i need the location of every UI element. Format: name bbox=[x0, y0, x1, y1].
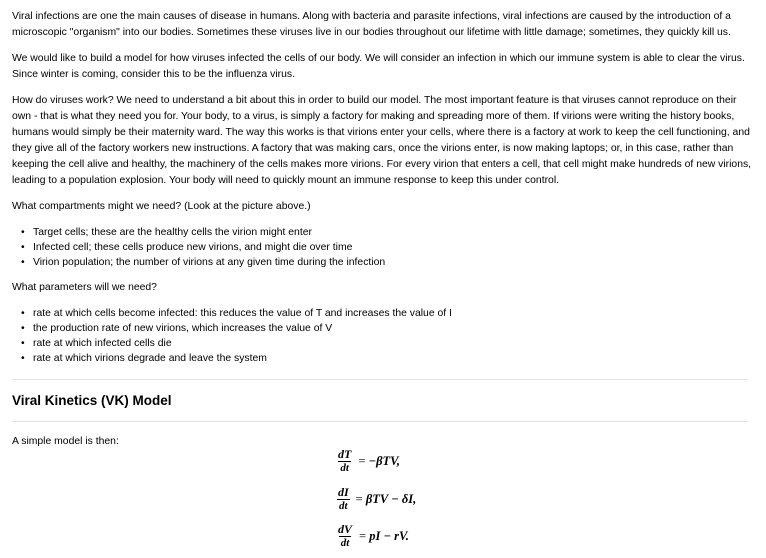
list-item: • rate at which infected cells die bbox=[21, 338, 172, 349]
equation-dI: $\frac{dI}{dt}$ = βTV − δI, bbox=[338, 485, 417, 512]
model-intro-paragraph: A simple model is then: bbox=[12, 436, 119, 447]
how-viruses-work-paragraph: How do viruses work? We need to understand a bit about this in order to build our model. The most important feature is that viruses cannot reproduce on their own - that is what they need you for. Your body, to a virus, is simply a factory for making and spreading more of them. If virions were writing the history books, humans would simply be their maternity ward. The way this works is that virions enter your cells, where there is a factory at work to keep the cell functioning, and they give all of the factory workers new instructions. A factory that was making cars, once the virions enter, is now making laptops; or, in this case, rather than keeping the cell alive and healthy, the machinery of the cells makes more virions. For every virion that enters a cell, that cell might make hundreds of new virions, leading to a population explosion. Your body will need to quickly mount an immune response to keep this under control. bbox=[12, 95, 752, 186]
equation-dV: $\frac{dV}{dt}$ = pI − rV. bbox=[338, 522, 409, 549]
derivative-fraction: $\frac{dV}{dt}$ bbox=[338, 522, 353, 549]
document-content bbox=[12, 0, 752, 450]
section-heading: Viral Kinetics (VK) Model bbox=[12, 393, 172, 408]
bullet-icon: • bbox=[21, 353, 25, 364]
list-item: • Infected cell; these cells produce new virions, and might die over time bbox=[21, 242, 353, 253]
parameters-question: What parameters will we need? bbox=[12, 282, 157, 293]
model-goal-paragraph: We would like to build a model for how viruses infected the cells of our body. We will consider an infection in which our immune system is able to clear the virus. Since winter is coming, consider this to be the influenza virus. bbox=[12, 53, 745, 80]
bullet-icon: • bbox=[21, 338, 25, 349]
list-item: • Target cells; these are the healthy cells the virion might enter bbox=[21, 227, 312, 238]
list-item: • rate at which cells become infected: this reduces the value of T and increases the value of I bbox=[21, 308, 452, 319]
derivative-fraction: $\frac{dT}{dt}$ bbox=[338, 447, 352, 474]
intro-paragraph: Viral infections are one the main causes of disease in humans. Along with bacteria and parasite infections, viral infections are caused by the introduction of a microscopic "organism" into our bodies. Sometimes these viruses live in our bodies throughout our lifetime with little damage; sometimes, they quickly kill us. bbox=[12, 11, 731, 38]
compartments-list bbox=[12, 225, 752, 270]
derivative-fraction: $\frac{dI}{dt}$ bbox=[338, 485, 349, 512]
section-divider bbox=[12, 421, 748, 422]
equation-dT: $\frac{dT}{dt}$ = −βTV, bbox=[338, 447, 400, 474]
list-item: • rate at which virions degrade and leave the system bbox=[21, 353, 267, 364]
bullet-icon: • bbox=[21, 323, 25, 334]
parameters-list bbox=[12, 306, 752, 366]
bullet-icon: • bbox=[21, 308, 25, 319]
list-item: • Virion population; the number of virions at any given time during the infection bbox=[21, 257, 386, 268]
list-item: • the production rate of new virions, which increases the value of V bbox=[21, 323, 333, 334]
bullet-icon: • bbox=[21, 257, 25, 268]
bullet-icon: • bbox=[21, 242, 25, 253]
compartments-question: What compartments might we need? (Look at the picture above.) bbox=[12, 201, 311, 212]
bullet-icon: • bbox=[21, 227, 25, 238]
